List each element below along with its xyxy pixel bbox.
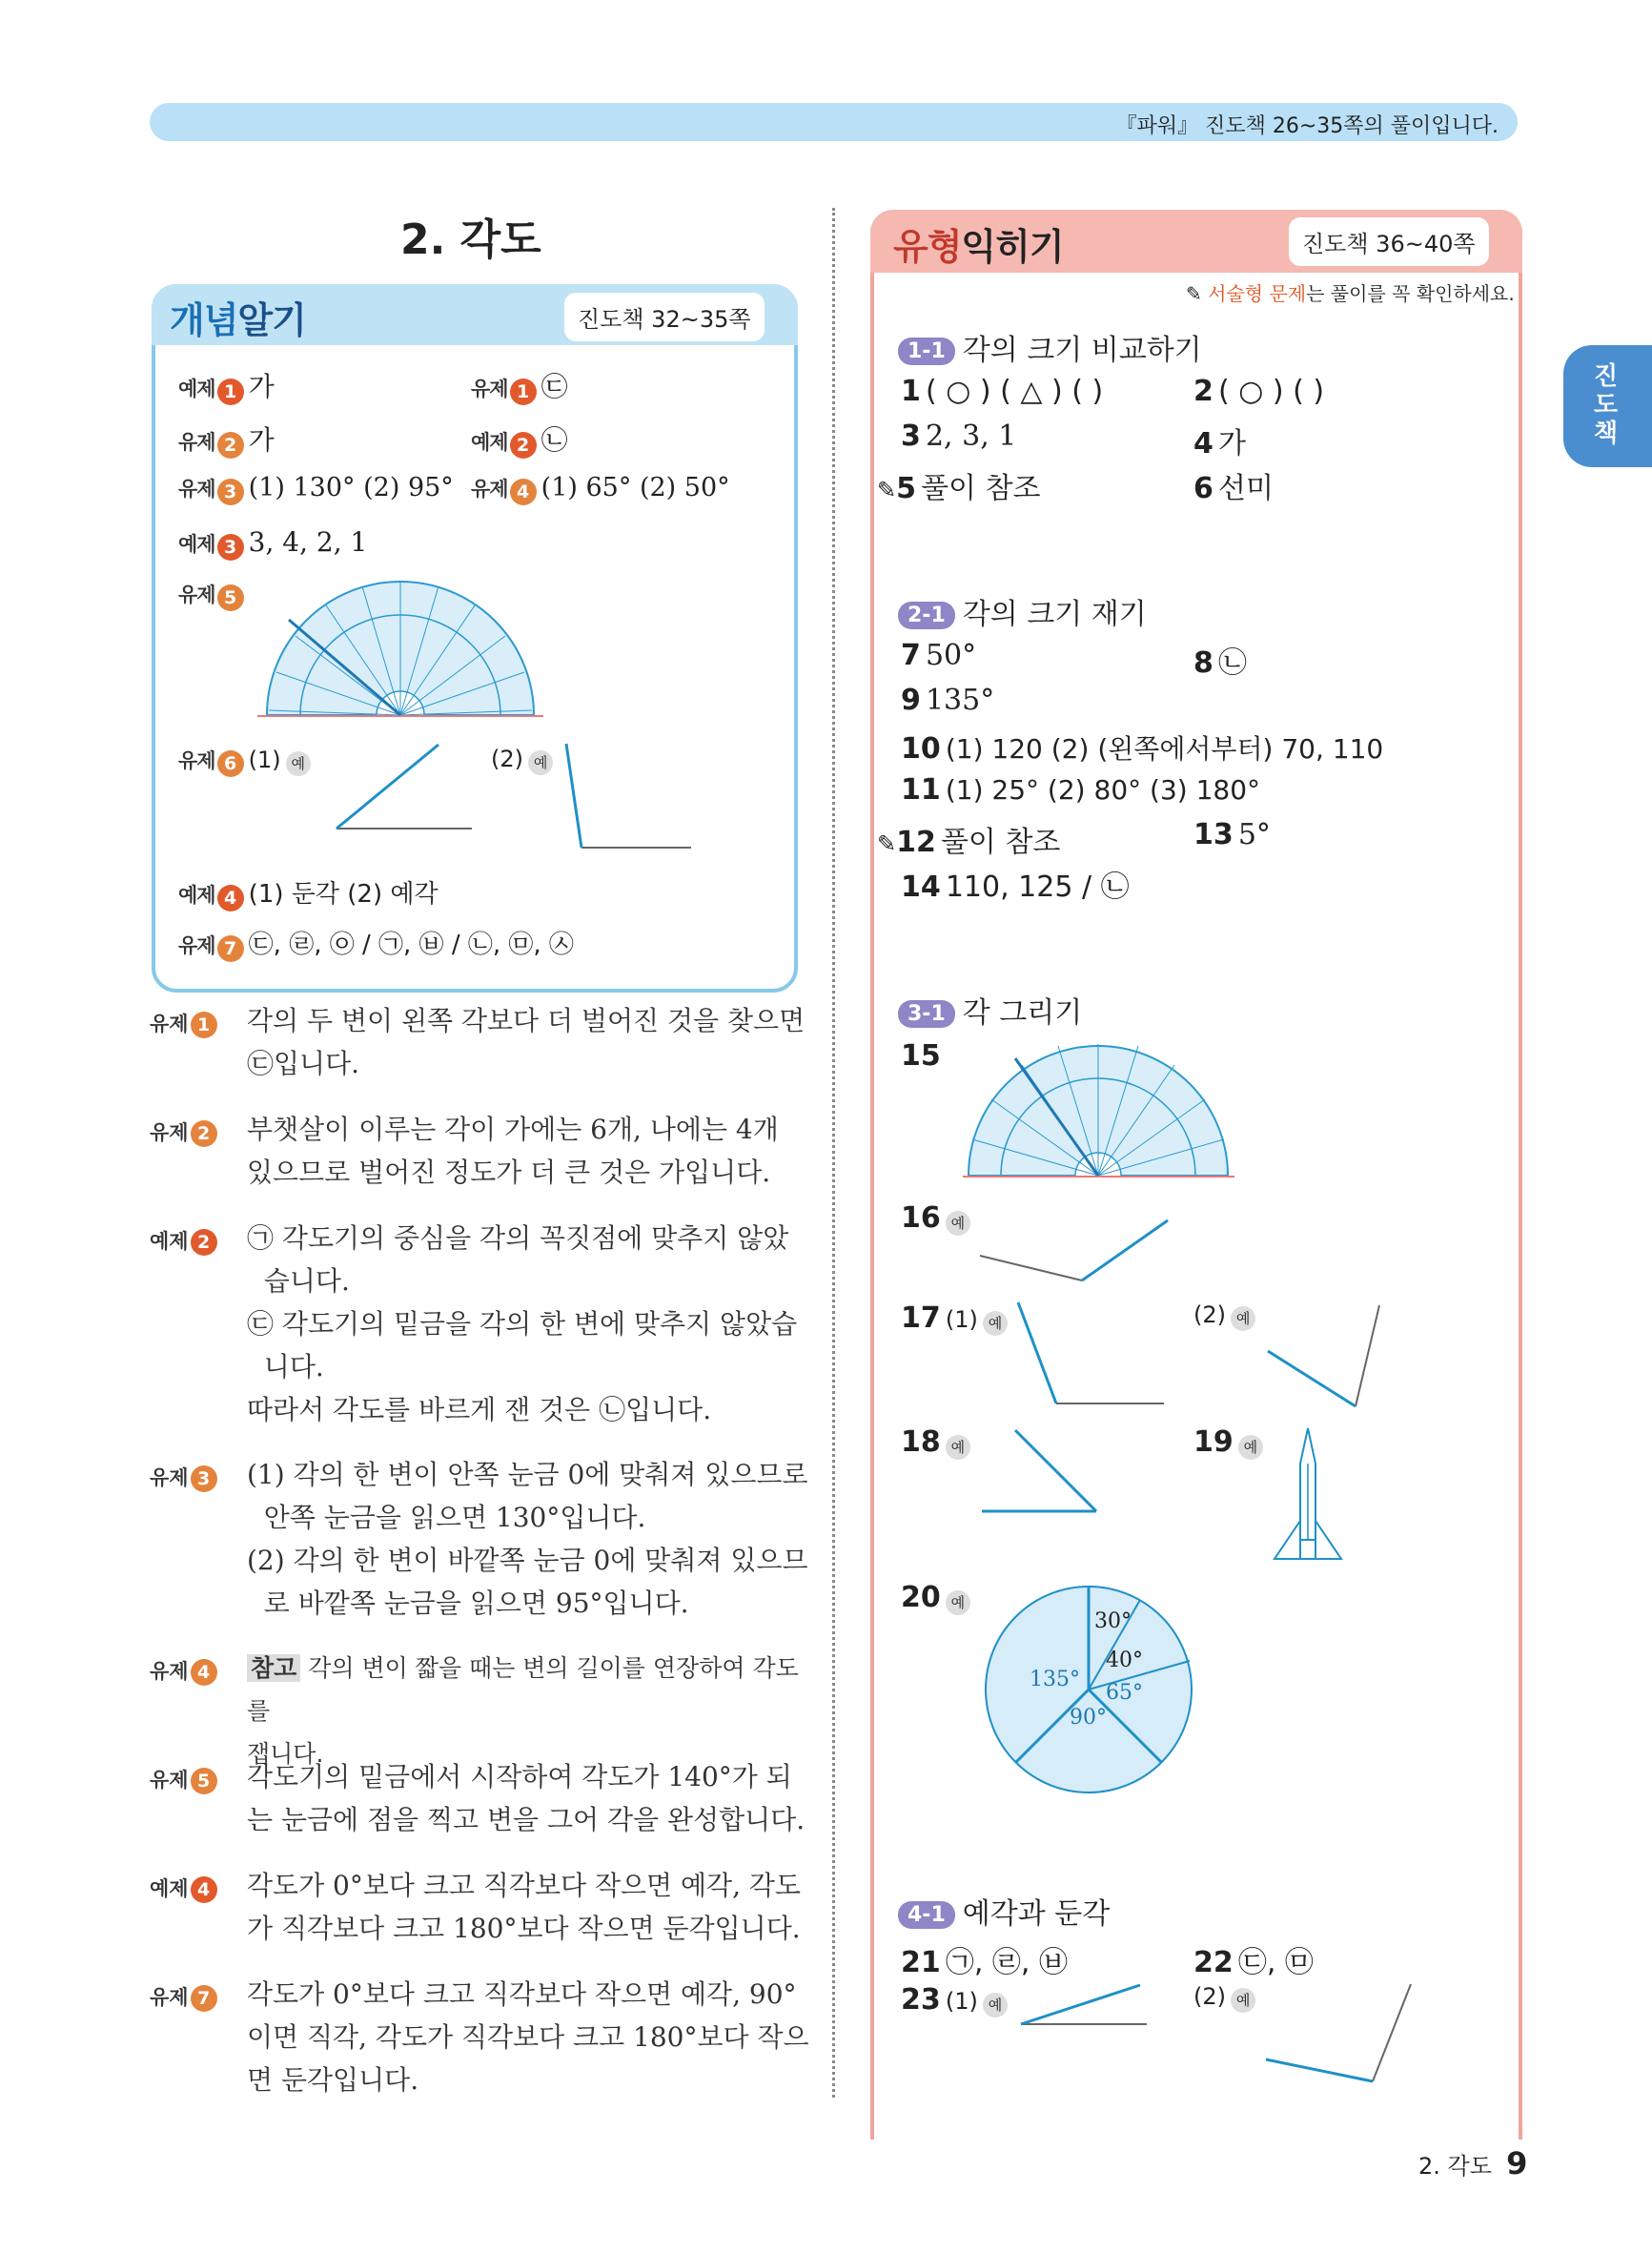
answer-item: 20 예 [901,1581,970,1615]
explanation-label: 유제 4 [150,1656,217,1686]
row-answer: (1) [248,747,281,773]
answer-item: 2 ( ○ ) ( ) [1193,375,1325,408]
explanation-label: 유제 2 [150,1117,217,1147]
explanation-line: 각도가 0°보다 크고 직각보다 작으면 예각, 90° [247,1978,797,2010]
row-number: 4 [217,885,244,911]
chapter-title: 2. 각도 [400,215,541,264]
explanation-line: 있으므로 벌어진 정도가 더 큰 것은 가입니다. [247,1157,771,1188]
example-mark: 예 [983,1993,1008,2017]
top-banner [150,103,1518,141]
section-heading: 1-1 각의 크기 비교하기 [898,326,1202,368]
row-number: 5 [217,584,244,611]
pie-label-30: 30° [1094,1609,1132,1633]
pencil-icon: ✎ [877,830,897,857]
concept-row [178,925,574,962]
section-heading: 3-1 각 그리기 [898,989,1082,1031]
pie-label-135: 135° [1030,1668,1080,1691]
example-mark: 예 [1231,1306,1255,1331]
row-label: 유제 [178,934,215,957]
pie-figure [982,1583,1196,1797]
row-number: 3 [217,534,244,561]
explanation-label: 유제 3 [150,1463,217,1492]
explanation-line: (2) 각의 한 변이 바깥쪽 눈금 0에 맞춰져 있으므 [247,1545,808,1576]
explanation-line: 는 눈금에 점을 찍고 변을 그어 각을 완성합니다. [247,1804,806,1835]
answer-item: 18 예 [901,1425,970,1460]
answer-item: 11 (1) 25° (2) 80° (3) 180° [901,773,1261,807]
answer-item: 8 ㉡ [1193,646,1247,680]
concept-row [178,874,438,911]
answer-item: 19 예 [1193,1425,1263,1460]
row-label: 유제 [178,749,215,772]
explanation-label: 유제 7 [150,1982,217,2012]
explanation-label: 유제 5 [150,1765,217,1794]
angle-figure-23-1 [1018,1981,1152,2029]
practice-title: 유형익히기 [893,226,1064,268]
protractor-figure-15 [963,1034,1234,1182]
row-number: 2 [217,432,244,459]
concept-row [178,526,367,561]
answer-item: 7 50° [901,639,977,672]
row-number: 4 [510,479,537,505]
answer-item: 4 가 [1193,427,1246,461]
answer-item: 16 예 [901,1201,970,1236]
answer-item: ✎12 풀이 참조 [877,826,1061,859]
banner-text: 『파워』 진도책 26~35쪽의 풀이입니다. [1115,114,1499,138]
explanation-line: ㉢ 각도기의 밑금을 각의 한 변에 맞추지 않았습 [247,1308,798,1340]
answer-item: 1 ( ○ ) ( △ ) ( ) [901,375,1104,408]
pie-label-40: 40° [1106,1649,1143,1672]
concept-title-a: 개념 [170,299,238,341]
explanation-label: 예제 2 [150,1226,217,1256]
row-label: 유제 [471,378,508,400]
concept-row [178,420,275,459]
angle-figure-18 [977,1425,1101,1516]
section-heading: 4-1 예각과 둔각 [898,1890,1110,1932]
explanation-line: (1) 각의 한 변이 안쪽 눈금 0에 맞춰져 있으므로 [247,1459,808,1490]
answer-item: 13 5° [1193,818,1271,851]
explanation-line: 따라서 각도를 바르게 잰 것은 ㉡입니다. [247,1394,712,1425]
row-answer: 3, 4, 2, 1 [248,526,368,558]
concept-row [471,420,568,459]
concept-row [491,746,553,775]
concept-row [178,746,311,777]
explanation-line: 안쪽 눈금을 읽으면 130°입니다. [247,1502,646,1533]
answer-item: 9 135° [901,684,995,717]
angle-figure-6-2 [558,739,701,853]
row-answer: ㉡ [540,424,568,456]
protractor-figure [257,577,543,729]
answer-item: 23 (1) 예 [901,1983,1008,2017]
angle-figure-23-2 [1263,1981,1416,2086]
row-label: 예제 [178,884,215,907]
page-footer: 2. 각도 9 [1418,2145,1528,2181]
row-number: 2 [510,432,537,459]
example-mark: 예 [946,1435,970,1460]
row-answer: (1) 130° (2) 95° [248,473,454,502]
example-mark: 예 [946,1590,970,1615]
example-mark: 예 [983,1311,1008,1336]
example-mark: 예 [946,1211,970,1236]
tip-tag: 참고 [247,1654,300,1682]
row-answer: ㉢, ㉣, ㉧ / ㉠, ㉥ / ㉡, ㉤, ㉦ [248,931,574,959]
answer-item: 3 2, 3, 1 [901,420,1017,453]
angle-figure-17-2 [1263,1301,1382,1411]
answer-item: ✎5 풀이 참조 [877,472,1041,505]
side-tab[interactable] [1563,345,1652,467]
section-heading: 2-1 각의 크기 재기 [898,590,1147,632]
concept-row [178,580,244,611]
row-number: 3 [217,479,244,505]
angle-figure-6-1 [334,739,477,834]
row-answer: (2) [491,746,523,772]
explanation-line: 부챗살이 이루는 각이 가에는 6개, 나에는 4개 [247,1114,779,1145]
row-answer: (1) 둔각 (2) 예각 [248,880,438,909]
explanation-line: 로 바깥쪽 눈금을 읽으면 95°입니다. [247,1587,689,1619]
explanation-line: 습니다. [247,1265,350,1297]
explanation-line: ㉠ 각도기의 중심을 각의 꼭짓점에 맞추지 않았 [247,1222,789,1254]
row-answer: (1) 65° (2) 50° [540,473,730,502]
row-answer: 가 [248,424,275,456]
row-answer: 가 [248,371,275,402]
answer-item: 15 [901,1039,941,1073]
explanation-line: 각도기의 밑금에서 시작하여 각도가 140°가 되 [247,1761,792,1792]
example-mark: 예 [528,750,553,775]
row-label: 유제 [178,584,215,606]
explanation-line: 니다. [247,1351,324,1383]
angle-figure-17-1 [1013,1299,1168,1408]
row-number: 6 [217,750,244,777]
concept-row [178,366,275,405]
explanation-label: 예제 4 [150,1874,217,1903]
concept-title-b: 알기 [237,299,306,341]
concept-row [471,366,568,405]
row-label: 예제 [178,378,215,400]
answer-item: 14 110, 125 / ㉡ [901,870,1130,904]
example-mark: 예 [1238,1435,1263,1460]
row-number: 1 [510,379,537,405]
pencil-icon: ✎ [877,477,897,503]
side-tab-label: 진도책 [1594,362,1619,448]
row-answer: ㉢ [540,371,568,402]
answer-item: 6 선미 [1193,472,1274,505]
example-mark: 예 [286,751,311,776]
explanation-line: 면 둔각입니다. [247,2064,419,2096]
explanation-line: 각도가 0°보다 크고 직각보다 작으면 예각, 각도 [247,1870,801,1901]
row-number: 1 [217,379,244,405]
explanation-line: 각의 변이 짧을 때는 변의 길이를 연장하여 각도를 [247,1654,799,1725]
explanation-line: 잽니다. [247,1740,324,1768]
pie-label-90: 90° [1070,1706,1107,1730]
answer-item: 17 (1) 예 [901,1301,1008,1336]
example-mark: 예 [1231,1988,1255,2013]
explanation-line: 각의 두 변이 왼쪽 각보다 더 벌어진 것을 찾으면 [247,1005,806,1036]
answer-item: 21 ㉠, ㉣, ㉥ [901,1946,1068,1979]
explanation-line: ㉢입니다. [247,1048,360,1079]
explanation-line: 이면 직각, 각도가 직각보다 크고 180°보다 작으 [247,2021,809,2053]
row-label: 유제 [178,478,215,501]
row-label: 예제 [471,431,508,454]
concept-ref: 진도책 32~35쪽 [564,293,765,341]
answer-item: (2) 예 [1193,1301,1255,1331]
answer-item: (2) 예 [1193,1983,1255,2013]
explanation-label: 유제 1 [150,1009,217,1038]
rocket-figure [1270,1425,1346,1564]
concept-row [471,473,730,505]
concept-row [178,473,454,505]
row-label: 예제 [178,533,215,556]
row-label: 유제 [178,431,215,454]
pie-label-65: 65° [1106,1681,1143,1705]
concept-title [170,291,306,343]
practice-note: ✎ 서술형 문제는 풀이를 꼭 확인하세요. [1186,282,1515,305]
column-divider [832,208,835,2098]
row-label: 유제 [471,478,508,501]
answer-item: 10 (1) 120 (2) (왼쪽에서부터) 70, 110 [901,732,1384,766]
angle-figure-16 [977,1216,1173,1287]
row-number: 7 [217,935,244,962]
answer-item: 22 ㉢, ㉤ [1193,1946,1314,1979]
practice-ref: 진도책 36~40쪽 [1289,217,1489,266]
explanation-line: 가 직각보다 크고 180°보다 작으면 둔각입니다. [247,1913,801,1944]
